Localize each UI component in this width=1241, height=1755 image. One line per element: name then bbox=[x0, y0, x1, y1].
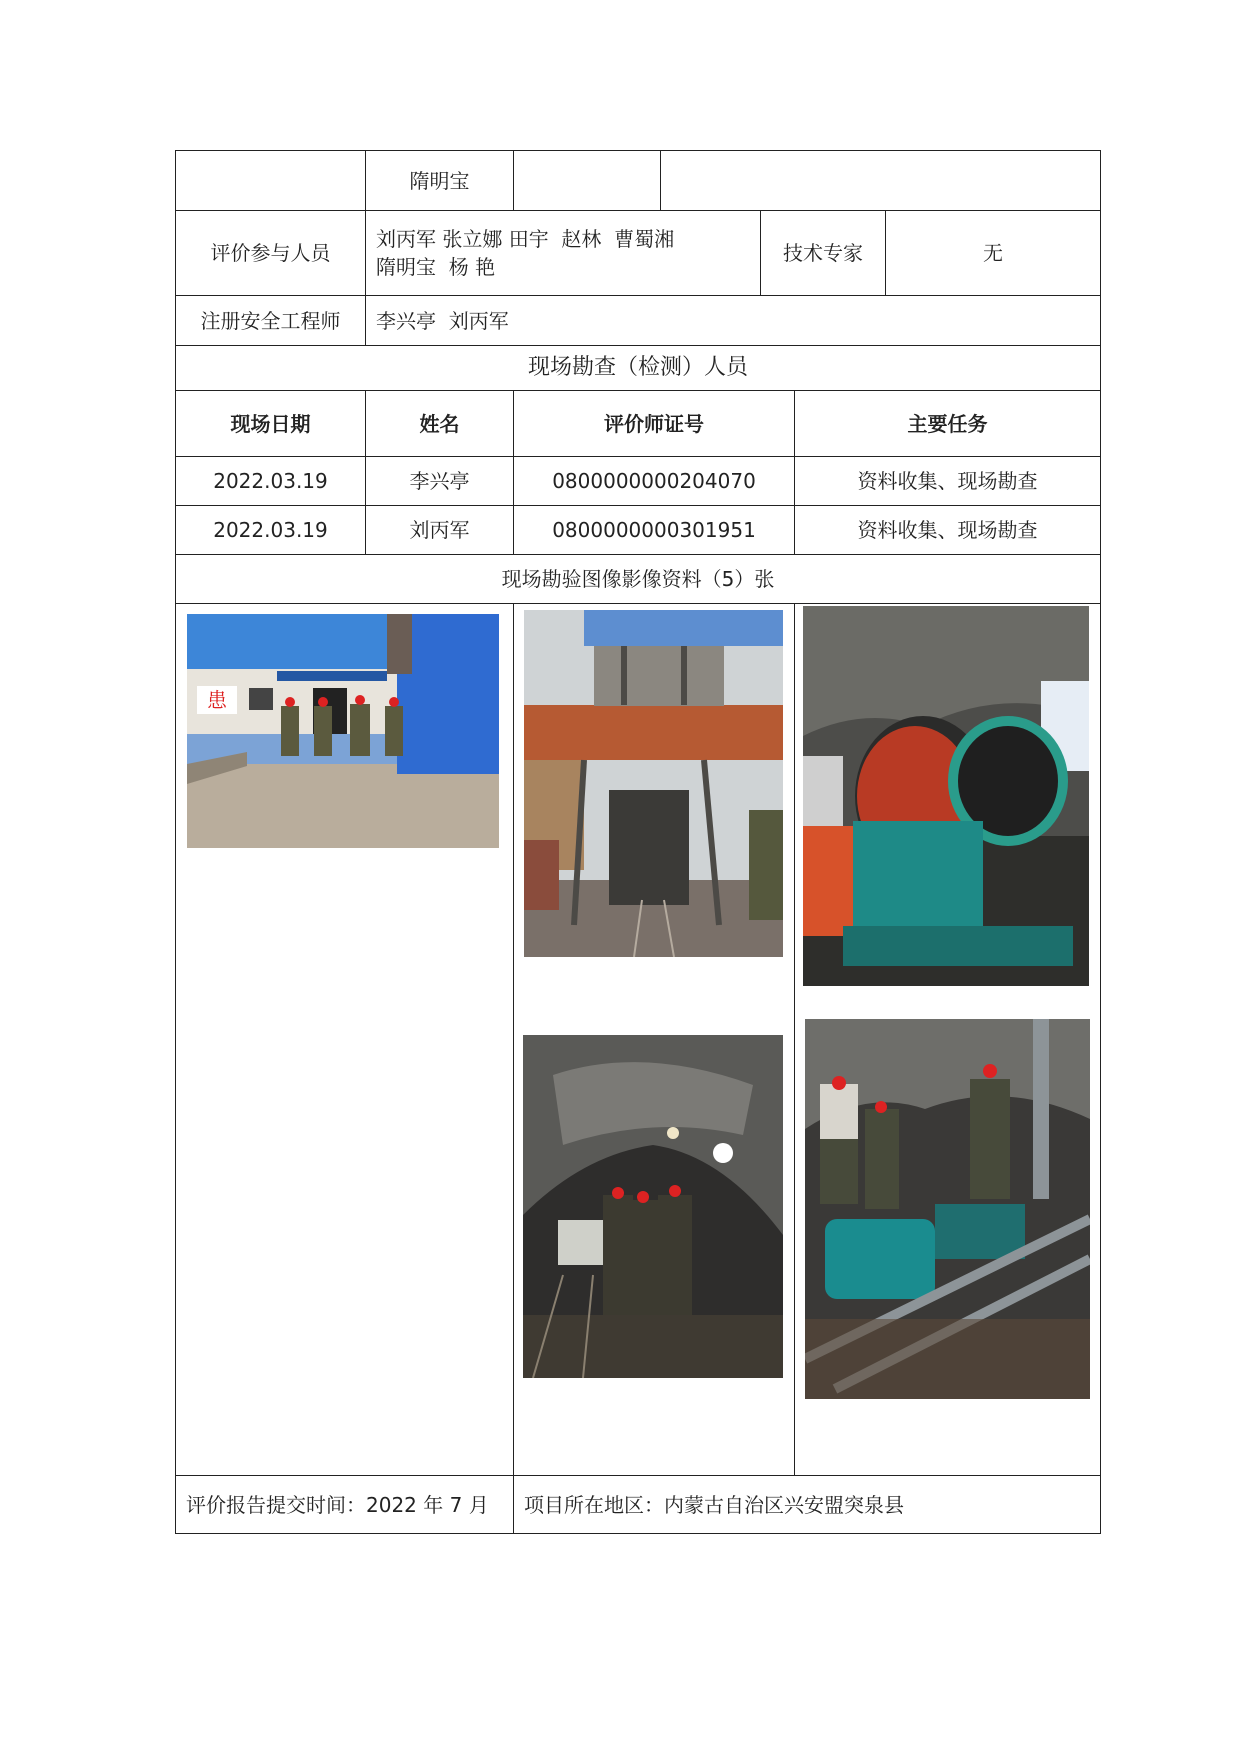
row-2-name: 刘丙军 bbox=[365, 505, 514, 555]
participants-line-1: 刘丙军 张立娜 田宇 赵林 曹蜀湘 bbox=[376, 227, 675, 251]
photo-mine-office-team bbox=[187, 614, 499, 848]
report-table bbox=[175, 150, 1101, 1534]
row-1-task: 资料收集、现场勘查 bbox=[794, 456, 1101, 506]
photo-headframe-shaft bbox=[524, 610, 783, 957]
row1-empty-a bbox=[175, 150, 366, 211]
row-1-date: 2022.03.19 bbox=[175, 456, 366, 506]
row-2-task: 资料收集、现场勘查 bbox=[794, 505, 1101, 555]
images-section-title: 现场勘验图像影像资料（5）张 bbox=[175, 554, 1101, 604]
participants-line-2: 隋明宝 杨 艳 bbox=[376, 255, 496, 279]
row-1-name: 李兴亭 bbox=[365, 456, 514, 506]
row-2-date: 2022.03.19 bbox=[175, 505, 366, 555]
photo-water-pump bbox=[805, 1019, 1090, 1399]
row1-name: 隋明宝 bbox=[365, 150, 514, 211]
row1-empty-c bbox=[660, 150, 1101, 211]
header-cert-number: 评价师证号 bbox=[513, 390, 795, 457]
row-2-cert: 0800000000301951 bbox=[513, 505, 795, 555]
participants-names bbox=[365, 210, 761, 296]
header-main-task: 主要任务 bbox=[794, 390, 1101, 457]
engineer-names: 李兴亭 刘丙军 bbox=[365, 295, 1101, 346]
photo-sign-text: 患 bbox=[207, 688, 227, 712]
photo-hoist-winch bbox=[803, 606, 1089, 986]
row1-empty-b bbox=[513, 150, 661, 211]
header-date: 现场日期 bbox=[175, 390, 366, 457]
survey-section-title: 现场勘查（检测）人员 bbox=[175, 345, 1101, 391]
participants-label: 评价参与人员 bbox=[175, 210, 366, 296]
photo-tunnel-inspection bbox=[523, 1035, 783, 1378]
header-name: 姓名 bbox=[365, 390, 514, 457]
tech-expert-label: 技术专家 bbox=[760, 210, 886, 296]
project-location: 项目所在地区：内蒙古自治区兴安盟突泉县 bbox=[513, 1475, 1101, 1534]
submit-time: 评价报告提交时间：2022 年 7 月 bbox=[175, 1475, 514, 1534]
row-1-cert: 0800000000204070 bbox=[513, 456, 795, 506]
engineer-label: 注册安全工程师 bbox=[175, 295, 366, 346]
tech-expert-value: 无 bbox=[885, 210, 1101, 296]
